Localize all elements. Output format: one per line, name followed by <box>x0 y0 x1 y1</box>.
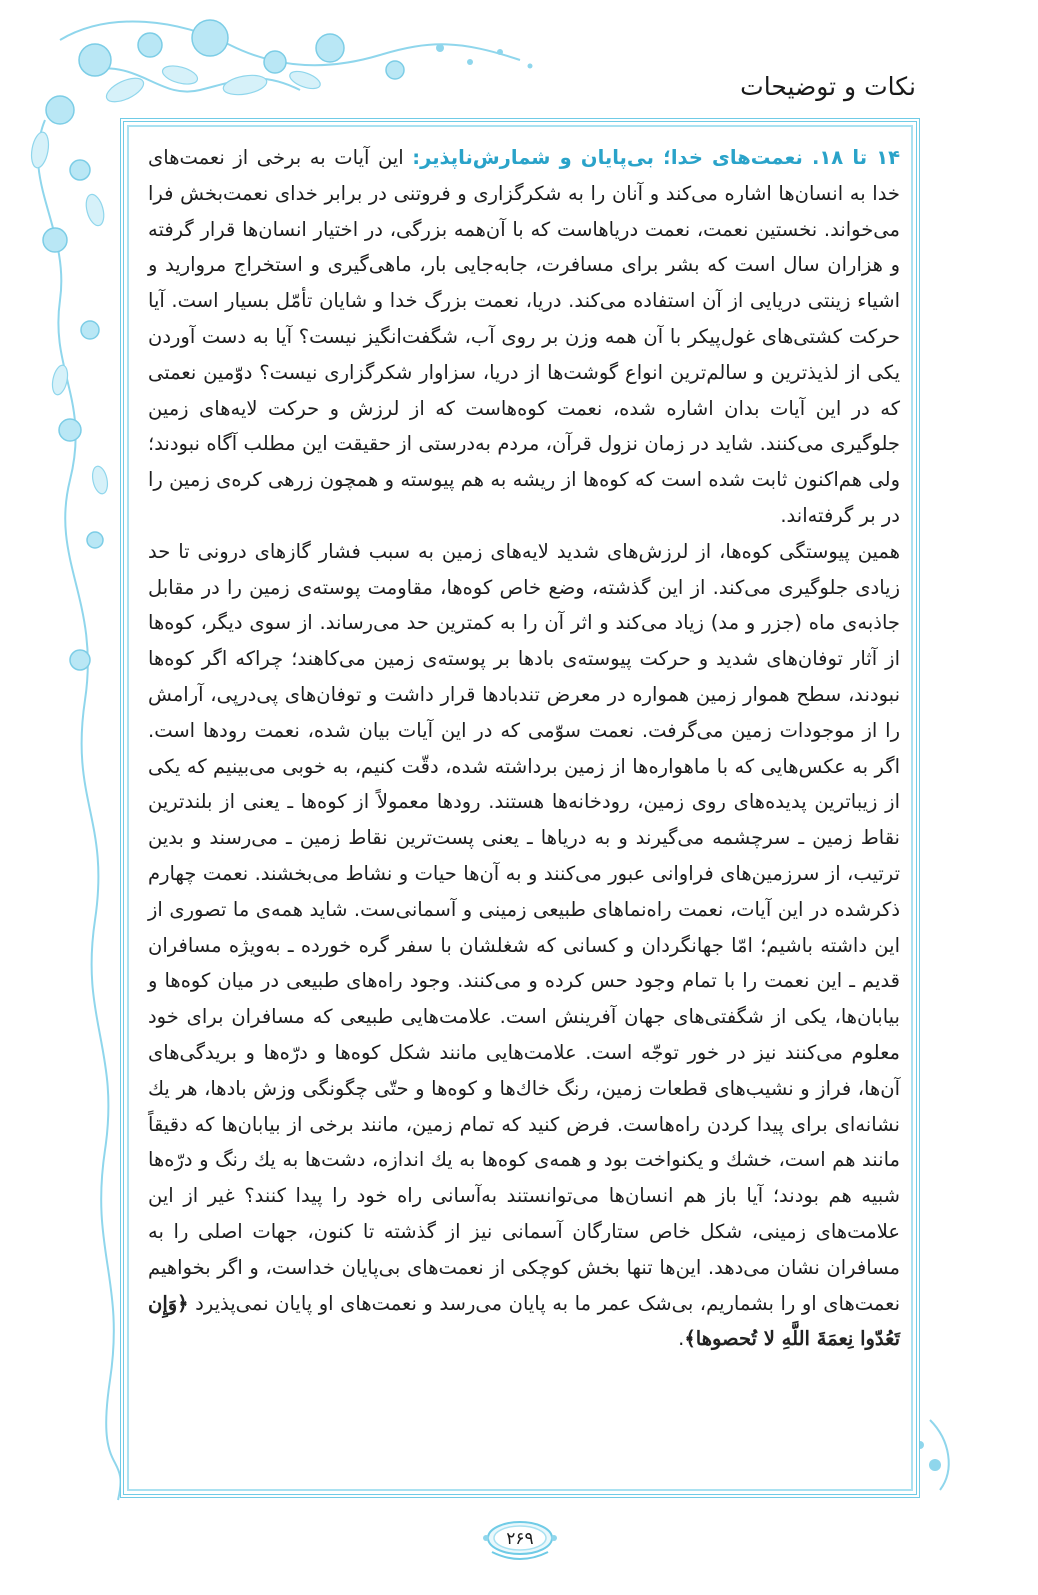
paragraph-2 <box>148 534 900 1357</box>
paragraph-1 <box>148 140 900 534</box>
closing-punct: . <box>678 1327 685 1351</box>
lead-heading: ۱۴ تا ۱۸. نعمت‌های خدا؛ بی‌پایان و شمارش‌ناپذیر: <box>412 146 900 169</box>
quran-quote: ﴿وَإِن تَعُدّوا نِعمَةَ اللَّهِ لا تُحصوها﴾ <box>148 1291 900 1351</box>
paragraph-2-text: همین پیوستگی کوه‌ها، از لرزش‌های شدید لایه‌های زمین به سبب فشار گازهای درونی تا حد زیادی جلوگیری می‌کند. از این گذشته، وضع خاص کوه‌ها، مقاومت پوسته‌ی زمین را در مقابل جاذبه‌ی ماه (جزر و مد) زیاد می‌کند و اثر آن را به کمترین حد می‌رساند. از سوی دیگر، کوه‌ها از آثار توفان‌های شدید و حرکت پیوسته‌ی بادها بر پوسته‌ی زمین می‌کاهند؛ چراکه اگر کوه‌ها نبودند، سطح هموار زمین همواره در معرض تندبادها قرار داشت و توفان‌های پی‌درپی، آرامش را از موجودات زمین می‌گرفت. نعمت سوّمی که در این آیات بیان شده، نعمت رودها است. اگر به عکس‌هایی که با ماهواره‌ها از زمین برداشته شده، دقّت کنیم، به خوبی می‌بینیم که یکی از زیباترین پدیده‌های روی زمین، رودخانه‌ها هستند. رودها معمولاً از کوه‌ها ـ یعنی از بلندترین نقاط زمین ـ سرچشمه می‌گیرند و به دریاها ـ یعنی پست‌ترین نقاط زمین ـ می‌رسند و بدین ترتیب، از سرزمین‌های فراوانی عبور می‌کنند و به آن‌ها حیات و نشاط می‌بخشند. نعمت چهارم ذکرشده در این آیات، نعمت راه‌نماهای طبیعی زمینی و آسمانی‌ست. شاید همه‌ی ما تصوری از این داشته باشیم؛ امّا جهانگردان و کسانی که شغلشان با سفر گره خورده ـ به‌ویژه مسافران قدیم ـ این نعمت را با تمام وجود حس کرده و می‌کنند. وجود راه‌های طبیعی در میان کوه‌ها و بیابان‌ها، یکی از شگفتی‌های جهان آفرینش است. علامت‌هایی طبیعی که مسافران برای خود معلوم می‌کنند نیز در خور توجّه است. علامت‌هایی مانند شکل کوه‌ها و درّه‌ها و بریدگی‌های آن‌ها، فراز و نشیب‌های قطعات زمین، رنگ خاك‌ها و کوه‌ها و حتّی چگونگی وزش بادها، هر یك نشانه‌ای برای پیدا کردن راه‌هاست. فرض کنید که تمام زمین، مانند برخی از بیابان‌ها که دقیقاً مانند هم است، خشك و یکنواخت بود و همه‌ی کوه‌ها به یك اندازه، دشت‌ها به یك رنگ و درّه‌ها شبیه هم بودند؛ آیا باز هم انسان‌ها می‌توانستند به‌آسانی راه خود را پیدا کنند؟ غیر از این علامت‌های زمینی، شکل خاص ستارگان آسمانی نیز از گذشته تا کنون، جهات اصلی را به مسافران نشان می‌دهد. این‌ها تنها بخش کوچکی از نعمت‌های بی‌پایان خداست، و اگر بخواهیم نعمت‌های او را بشماریم، بی‌شک عمر ما به پایان می‌رسد و نعمت‌های او پایان نمی‌پذیرد <box>148 539 900 1315</box>
page-section-title: نکات و توضیحات <box>740 72 916 101</box>
page-number-badge <box>472 1516 568 1564</box>
article-body <box>148 140 900 1357</box>
paragraph-1-text: این آیات به برخی از نعمت‌های خدا به انسان‌ها اشاره می‌کند و آنان را به شکرگزاری و فروتنی در برابر خدای نعمت‌بخش فرا می‌خواند. نخستین نعمت، نعمت دریاهاست که با آن‌همه بزرگی، در اختیار انسان‌ها قرار گرفته و هزاران سال است که بشر برای مسافرت، جابه‌جایی بار، ماهی‌گیری و استخراج مروارید و اشیاء زینتی دریایی از آن استفاده می‌کند. دریا، نعمت بزرگ خدا و شایان تأمّل بسیار است. آیا حرکت کشتی‌های غول‌پیکر با آن همه وزن بر روی آب، شگفت‌انگیز نیست؟ آیا به دست آوردن یکی از لذیذترین و سالم‌ترین انواع گوشت‌ها از دریا، سزاوار شکرگزاری نیست؟ دوّمین نعمتی که در این آیات بدان اشاره شده، نعمت کوه‌هاست که از لرزش و حرکت لایه‌های زمین جلوگیری می‌کنند. شاید در زمان نزول قرآن، مردم به‌درستی از حقیقت این مطلب آگاه نبودند؛ ولی هم‌اکنون ثابت شده است که کوه‌ها از ریشه به هم پیوسته و همچون زرهی کره‌ی زمین را در بر گرفته‌اند. <box>148 146 900 527</box>
page-number: ۲۶۹ <box>506 1529 534 1549</box>
